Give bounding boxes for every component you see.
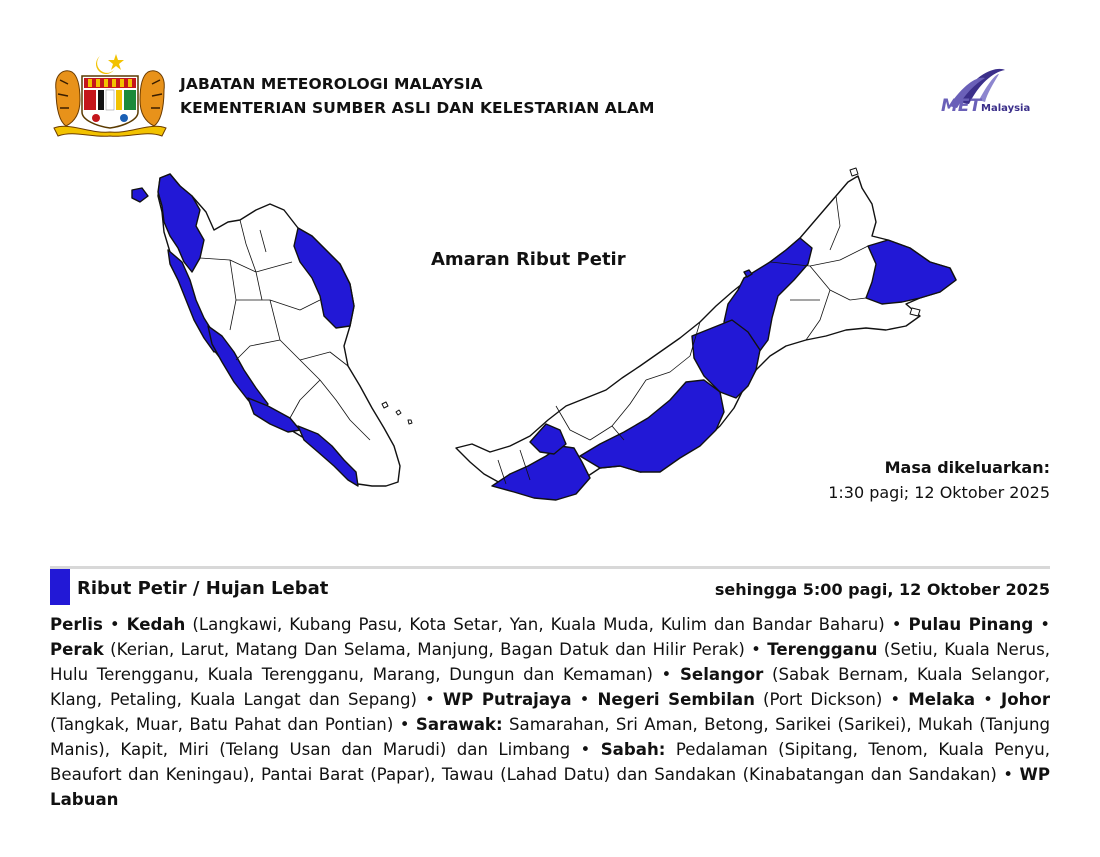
area-separator: • bbox=[652, 665, 680, 684]
area-state: WP Putrajaya bbox=[442, 690, 572, 709]
area-districts: (Langkawi, Kubang Pasu, Kota Setar, Yan, Kuala Muda, Kulim dan Bandar Baharu) bbox=[185, 615, 885, 634]
area-state: Melaka bbox=[908, 690, 976, 709]
area-state: WP Labuan bbox=[50, 765, 1050, 809]
area-state: Negeri Sembilan bbox=[597, 690, 755, 709]
area-separator: • bbox=[570, 740, 601, 759]
area-districts: Pedalaman (Sipitang, Tenom, Kuala Penyu, Beaufort dan Keningau), Pantai Barat (Papar), Tawau (Lahad Datu) dan Sandakan (Kinabatangan dan Sandakan) bbox=[50, 740, 1051, 784]
issued-label: Masa dikeluarkan: bbox=[884, 458, 1050, 477]
area-state: Perlis bbox=[50, 615, 103, 634]
area-districts: (Kerian, Larut, Matang Dan Selama, Manjung, Bagan Datuk dan Hilir Perak) bbox=[103, 640, 745, 659]
affected-areas bbox=[50, 612, 1050, 812]
area-districts: Samarahan, Sri Aman, Betong, Sarikei (Sarikei), Mukah (Tanjung Manis), Kapit, Miri (Telang Usan dan Marudi) dan Limbang bbox=[50, 715, 1050, 759]
area-state: Johor bbox=[1001, 690, 1051, 709]
area-state: Sarawak: bbox=[415, 715, 503, 734]
area-separator: • bbox=[996, 765, 1020, 784]
issued-time: 1:30 pagi; 12 Oktober 2025 bbox=[828, 483, 1050, 502]
ministry-title: KEMENTERIAN SUMBER ASLI DAN KELESTARIAN ALAM bbox=[180, 99, 655, 117]
langkawi-warning bbox=[132, 188, 148, 202]
area-state: Perak bbox=[50, 640, 104, 659]
area-districts: (Setiu, Kuala Nerus, Hulu Terengganu, Kuala Terengganu, Marang, Dungun dan Kemaman) bbox=[50, 640, 1050, 684]
area-separator: • bbox=[882, 690, 909, 709]
area-state: Terengganu bbox=[767, 640, 878, 659]
area-separator: • bbox=[571, 690, 598, 709]
malaysia-logo-text: Malaysia bbox=[981, 103, 1031, 114]
sabah-east-warning bbox=[866, 240, 956, 304]
area-separator: • bbox=[416, 690, 443, 709]
east-malaysia-map bbox=[456, 168, 956, 500]
area-separator: • bbox=[975, 690, 1002, 709]
peninsular-malaysia-map bbox=[132, 174, 412, 486]
area-separator: • bbox=[1033, 615, 1050, 634]
section-divider bbox=[50, 566, 1050, 569]
warning-color-marker bbox=[50, 569, 70, 605]
area-separator: • bbox=[744, 640, 768, 659]
area-state: Pulau Pinang bbox=[908, 615, 1034, 634]
area-separator: • bbox=[884, 615, 909, 634]
met-malaysia-logo bbox=[935, 66, 1050, 122]
malaysia-coat-of-arms-icon bbox=[50, 50, 170, 138]
area-separator: • bbox=[102, 615, 127, 634]
map-title: Amaran Ribut Petir bbox=[431, 249, 626, 270]
area-districts: (Sabak Bernam, Kuala Selangor, Klang, Petaling, Kuala Langat dan Sepang) bbox=[50, 665, 1050, 709]
area-state: Sabah: bbox=[600, 740, 666, 759]
warning-type: Ribut Petir / Hujan Lebat bbox=[77, 578, 329, 599]
agency-names bbox=[180, 72, 655, 120]
area-state: Kedah bbox=[126, 615, 186, 634]
met-logo-text: MET bbox=[941, 96, 982, 116]
area-state: Selangor bbox=[679, 665, 764, 684]
agency-title: JABATAN METEOROLOGI MALAYSIA bbox=[180, 75, 483, 93]
east-coast-islands bbox=[382, 402, 412, 424]
issued-time-block bbox=[828, 456, 1050, 506]
area-districts: (Port Dickson) bbox=[754, 690, 883, 709]
area-separator: • bbox=[393, 715, 416, 734]
area-districts: (Tangkak, Muar, Batu Pahat dan Pontian) bbox=[50, 715, 394, 734]
warning-valid-until: sehingga 5:00 pagi, 12 Oktober 2025 bbox=[714, 580, 1050, 599]
header bbox=[50, 50, 1050, 140]
